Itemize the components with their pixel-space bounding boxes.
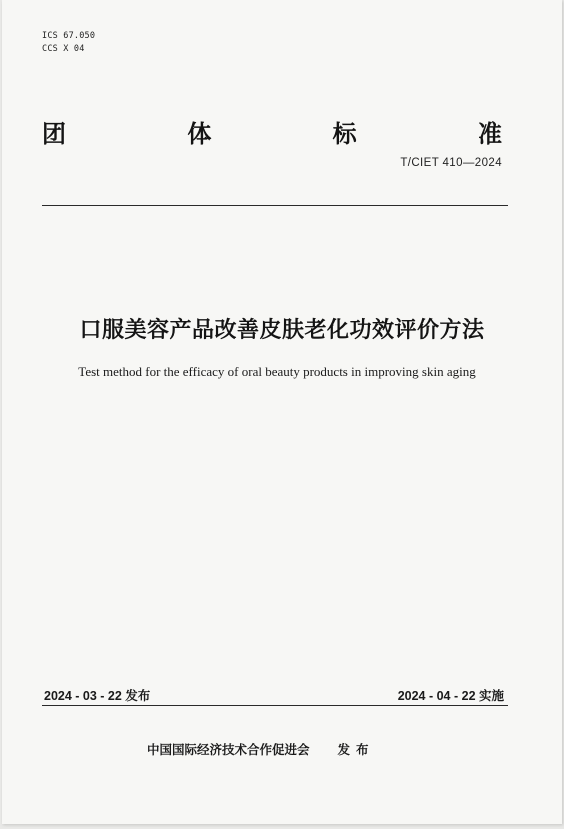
standard-type-char: 标 [332,120,357,148]
standard-type-char: 体 [187,120,212,148]
title-chinese: 口服美容产品改善皮肤老化功效评价方法 [79,318,485,343]
standard-code: T/CIET 410—2024 [400,157,502,169]
title-english: Test method for the efficacy of oral beauty products in improving skin aging [78,364,476,379]
ics-code: ICS 67.050 [42,31,96,41]
publisher-verb: 发布 [337,742,375,757]
top-divider [42,205,508,206]
standard-type-heading [42,114,502,149]
ccs-code: CCS X 04 [42,44,85,54]
issue-date: 2024 - 03 - 22 发布 [44,689,151,703]
publisher-line [147,740,375,758]
classification-codes [42,30,95,56]
bottom-divider [42,705,508,706]
standard-cover-page [2,0,562,824]
standard-type-char: 准 [477,120,502,148]
publisher-name: 中国国际经济技术合作促进会 [147,742,310,757]
standard-type-char: 团 [42,120,66,148]
implementation-date: 2024 - 04 - 22 实施 [397,689,504,703]
